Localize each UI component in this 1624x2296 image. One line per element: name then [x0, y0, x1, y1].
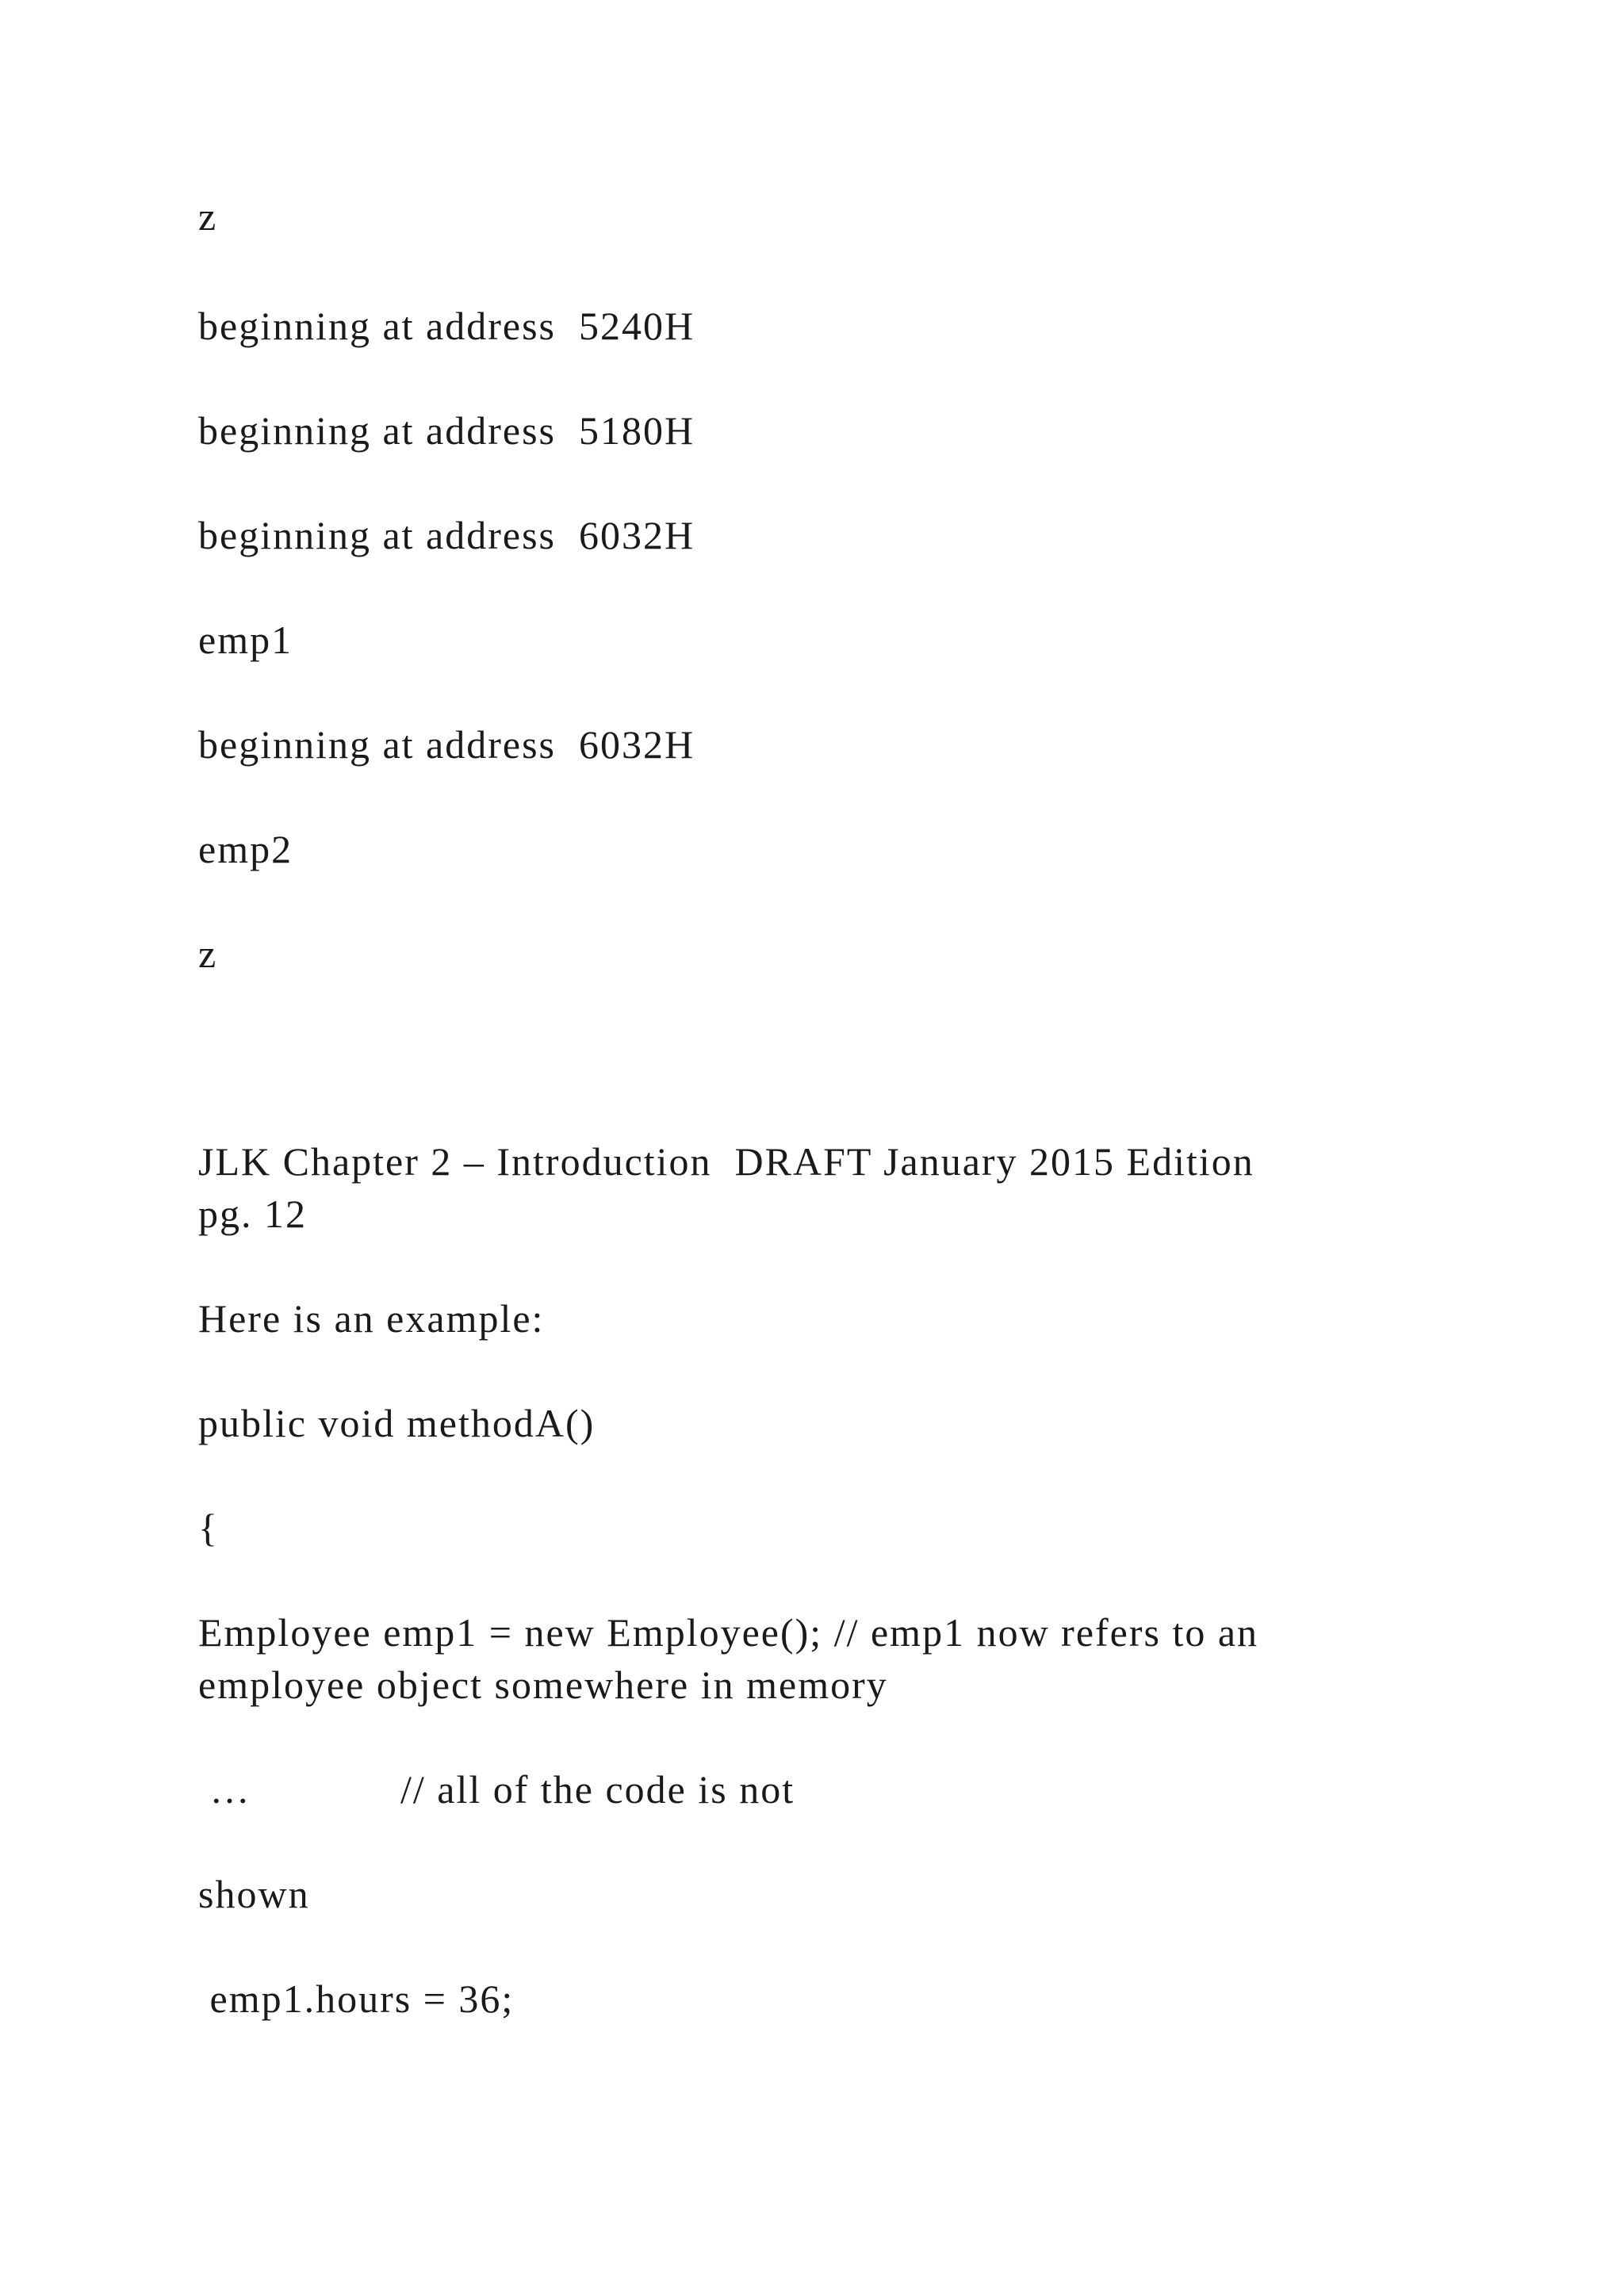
- text-line: beginning at address 6032H: [198, 513, 695, 557]
- page-header: JLK Chapter 2 – Introduction DRAFT January 2015 Edition pg. 12: [198, 1139, 1254, 1236]
- text-line: emp1: [198, 618, 293, 662]
- text-line: Here is an example:: [198, 1296, 545, 1341]
- text-line: z: [198, 194, 218, 239]
- text-line: beginning at address 5180H: [198, 408, 695, 453]
- text-line: beginning at address 6032H: [198, 722, 695, 767]
- code-line: public void methodA(): [198, 1401, 596, 1445]
- text-line: emp2: [198, 827, 293, 871]
- text-line: z: [198, 932, 218, 976]
- code-line: {: [198, 1506, 219, 1550]
- code-line: emp1.hours = 36;: [198, 1976, 515, 2021]
- code-line: … // all of the code is not: [198, 1767, 795, 1812]
- text-line: beginning at address 5240H: [198, 304, 695, 348]
- code-line: shown: [198, 1872, 310, 1916]
- code-line: Employee emp1 = new Employee(); // emp1 now refers to an employee object somewhere in memory: [198, 1610, 1259, 1707]
